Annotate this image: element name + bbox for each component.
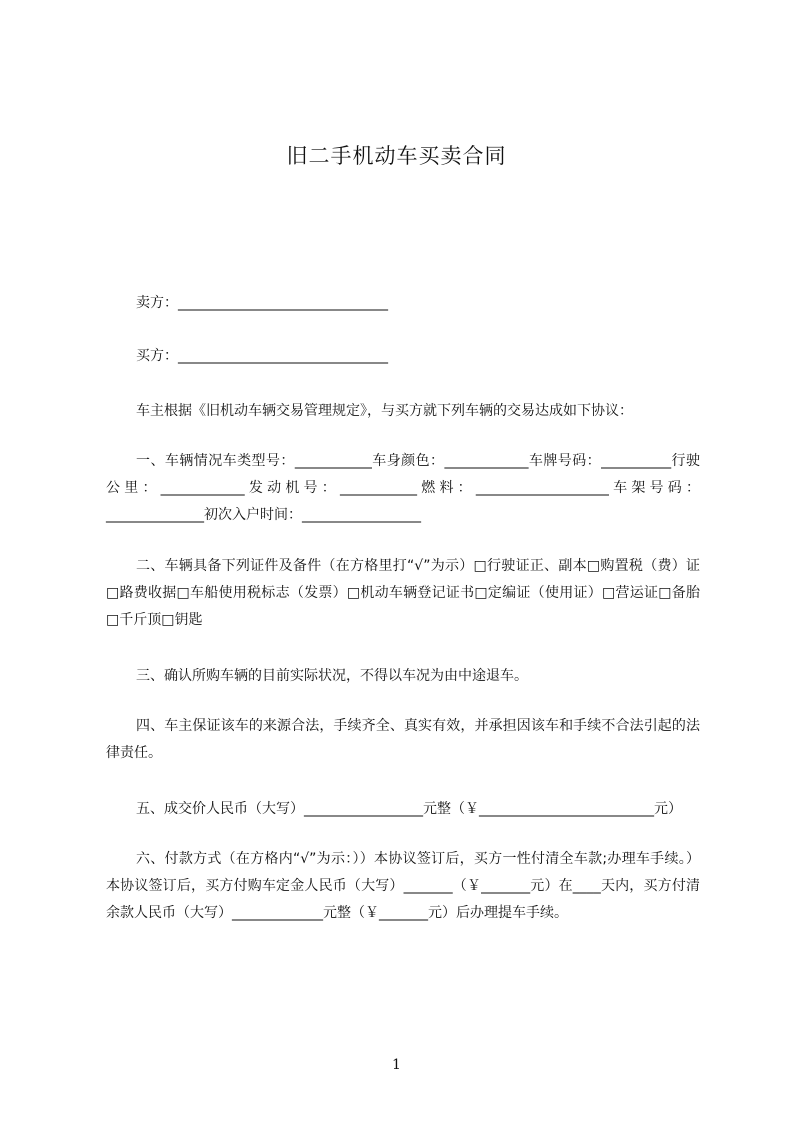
clause-documents: 二、车辆具备下列证件及备件（在方格里打“√”为示）□行驶证正、副本□购置税（费）证□路费收据□车船使用税标志（发票）□机动车辆登记证书□定编证（使用证）□营运证□备胎□千斤顶□钥匙 <box>106 558 700 628</box>
clause-price: 五、成交价人民币（大写）_________________元整（￥_________________________元） <box>136 801 682 817</box>
intro-paragraph: 车主根据《旧机动车辆交易管理规定》，与买方就下列车辆的交易达成如下协议： <box>136 403 633 419</box>
clause-vehicle-info: 一、车辆情况车类型号：___________车身颜色：____________车牌号码：__________行驶公里：____________发动机号：___________燃料：___________________车架号码：______________初次入户时间：_________________ <box>106 453 700 523</box>
buyer-line: 买方：______________________________ <box>136 348 388 364</box>
clause-condition: 三、确认所购车辆的目前实际状况，不得以车况为由中途退车。 <box>136 668 528 684</box>
clause-legality: 四、车主保证该车的来源合法，手续齐全、真实有效，并承担因该车和手续不合法引起的法律责任。 <box>106 718 700 761</box>
page-number: 1 <box>392 1057 401 1073</box>
clause-payment: 六、付款方式（在方格内“√”为示：））本协议签订后，买方一性付清全车款;办理车手续。）本协议签订后，买方付购车定金人民币（大写）_______（￥_______元）在____天内，买方付清余款人民币（大写）_____________元整（￥_______元）后办理提车手续。 <box>106 851 700 921</box>
document-title: 旧二手机动车买卖合同 <box>286 144 507 168</box>
seller-line: 卖方：______________________________ <box>136 295 388 311</box>
